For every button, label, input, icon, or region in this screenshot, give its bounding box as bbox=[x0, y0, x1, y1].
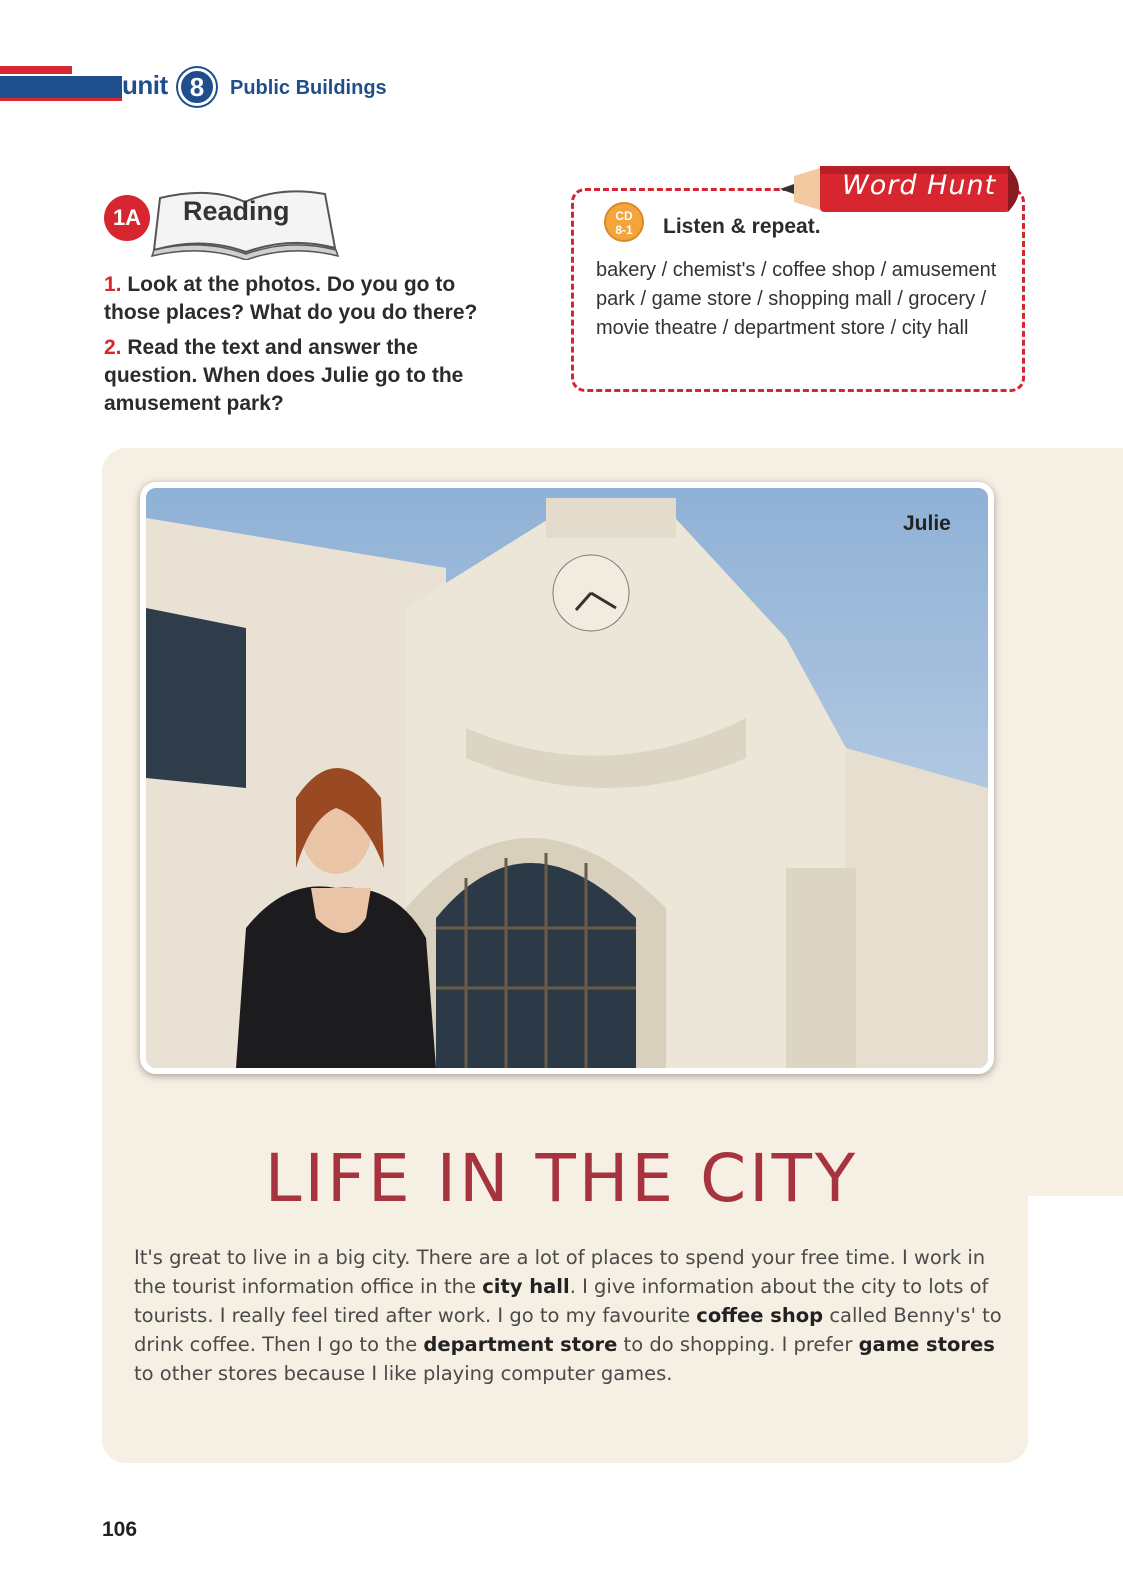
city-hall-illustration bbox=[146, 488, 988, 1068]
question-2 bbox=[104, 334, 504, 418]
cd-track: 8-1 bbox=[615, 223, 633, 237]
question-1-number: 1. bbox=[104, 273, 122, 296]
section-badge: 1A bbox=[104, 195, 150, 241]
keyword-city-hall: city hall bbox=[482, 1275, 570, 1298]
header-underline bbox=[0, 98, 122, 101]
reading-panel-tab bbox=[1000, 448, 1123, 1196]
keyword-coffee-shop: coffee shop bbox=[696, 1304, 824, 1327]
keyword-department-store: department store bbox=[423, 1333, 618, 1356]
story-title: LIFE IN THE CITY bbox=[264, 1140, 859, 1217]
story-part-1: It's great to live in a big city. There are a lot of places to spend your free time. I work in the tourist information office in the bbox=[134, 1246, 986, 1298]
story-text bbox=[134, 1243, 1006, 1388]
page-number: 106 bbox=[102, 1518, 138, 1541]
story-part-4: to do shopping. I prefer bbox=[617, 1333, 859, 1356]
question-1 bbox=[104, 271, 504, 327]
cd-label: CD bbox=[615, 209, 633, 223]
question-2-number: 2. bbox=[104, 336, 122, 359]
city-hall-photo bbox=[140, 482, 994, 1074]
story-part-2: . I give information about the city to lots of tourists. I really feel tired after work. I go to my favourite bbox=[134, 1275, 989, 1327]
section-title: Reading bbox=[183, 196, 290, 226]
story-part-5: to other stores because I like playing computer games. bbox=[134, 1362, 673, 1385]
unit-number-badge: 8 bbox=[178, 68, 216, 106]
keyword-game-stores: game stores bbox=[858, 1333, 995, 1356]
question-1-text: Look at the photos. Do you go to those places? What do you do there? bbox=[104, 273, 478, 324]
unit-title: Public Buildings bbox=[230, 77, 387, 99]
word-hunt-instruction: Listen & repeat. bbox=[663, 215, 821, 238]
story-part-3: called Benny's' to drink coffee. Then I go to the bbox=[134, 1304, 1002, 1356]
unit-label: unit bbox=[122, 70, 168, 100]
photo-caption: Julie bbox=[903, 512, 951, 535]
word-hunt-list: bakery / chemist's / coffee shop / amusement park / game store / shopping mall / grocery / movie theatre / department store / city hall bbox=[596, 259, 997, 339]
word-hunt-title: Word Hunt bbox=[842, 170, 997, 201]
question-2-text: Read the text and answer the question. When does Julie go to the amusement park? bbox=[104, 336, 464, 415]
header-blue-bar bbox=[0, 76, 122, 98]
header-red-bar bbox=[0, 66, 72, 74]
cd-audio-icon[interactable] bbox=[604, 202, 644, 242]
